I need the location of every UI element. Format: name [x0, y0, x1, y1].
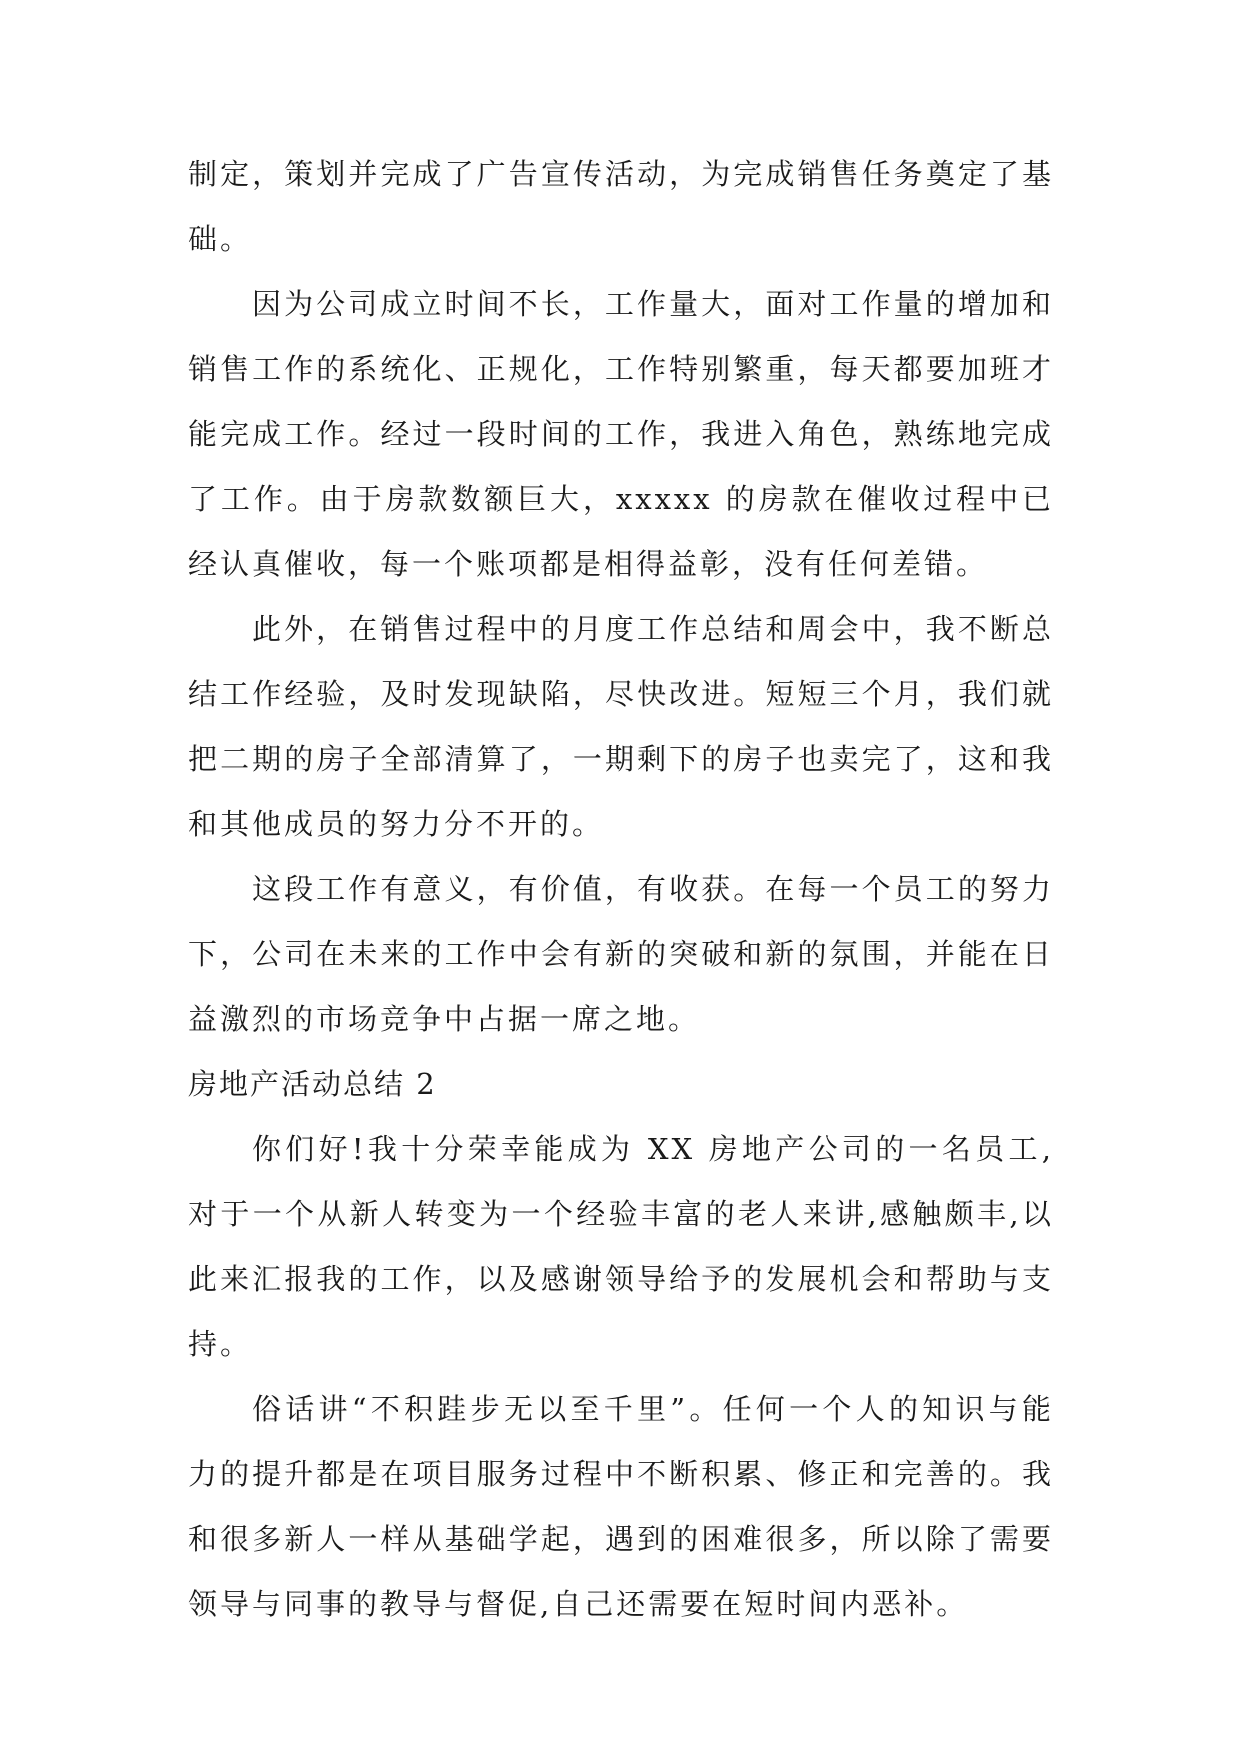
document-body: [188, 142, 1054, 1637]
paragraph-significance: 这段工作有意义，有价值，有收获。在每一个员工的努力下，公司在未来的工作中会有新的突破和新的氛围，并能在日益激烈的市场竞争中占据一席之地。: [188, 872, 1054, 1036]
paragraph-greeting: 你们好!我十分荣幸能成为 XX 房地产公司的一名员工,对于一个从新人转变为一个经验丰富的老人来讲,感触颇丰,以此来汇报我的工作，以及感谢领导给予的发展机会和帮助与支持。: [188, 1132, 1054, 1361]
section-heading: 房地产活动总结 2: [188, 1067, 437, 1101]
paragraph-workload: 因为公司成立时间不长，工作量大，面对工作量的增加和销售工作的系统化、正规化，工作特别繁重，每天都要加班才能完成工作。经过一段时间的工作，我进入角色，熟练地完成了工作。由于房款数额巨大，xxxxx 的房款在催收过程中已经认真催收，每一个账项都是相得益彰，没有任何差错。: [188, 287, 1054, 581]
paragraph-proverb: 俗话讲“不积跬步无以至千里”。任何一个人的知识与能力的提升都是在项目服务过程中不断积累、修正和完善的。我和很多新人一样从基础学起，遇到的困难很多，所以除了需要领导与同事的教导与督促,自己还需要在短时间内恶补。: [188, 1392, 1054, 1621]
paragraph-continued: 制定，策划并完成了广告宣传活动，为完成销售任务奠定了基础。: [188, 157, 1054, 256]
paragraph-improvement: 此外，在销售过程中的月度工作总结和周会中，我不断总结工作经验，及时发现缺陷，尽快改进。短短三个月，我们就把二期的房子全部清算了，一期剩下的房子也卖完了，这和我和其他成员的努力分不开的。: [188, 612, 1054, 841]
